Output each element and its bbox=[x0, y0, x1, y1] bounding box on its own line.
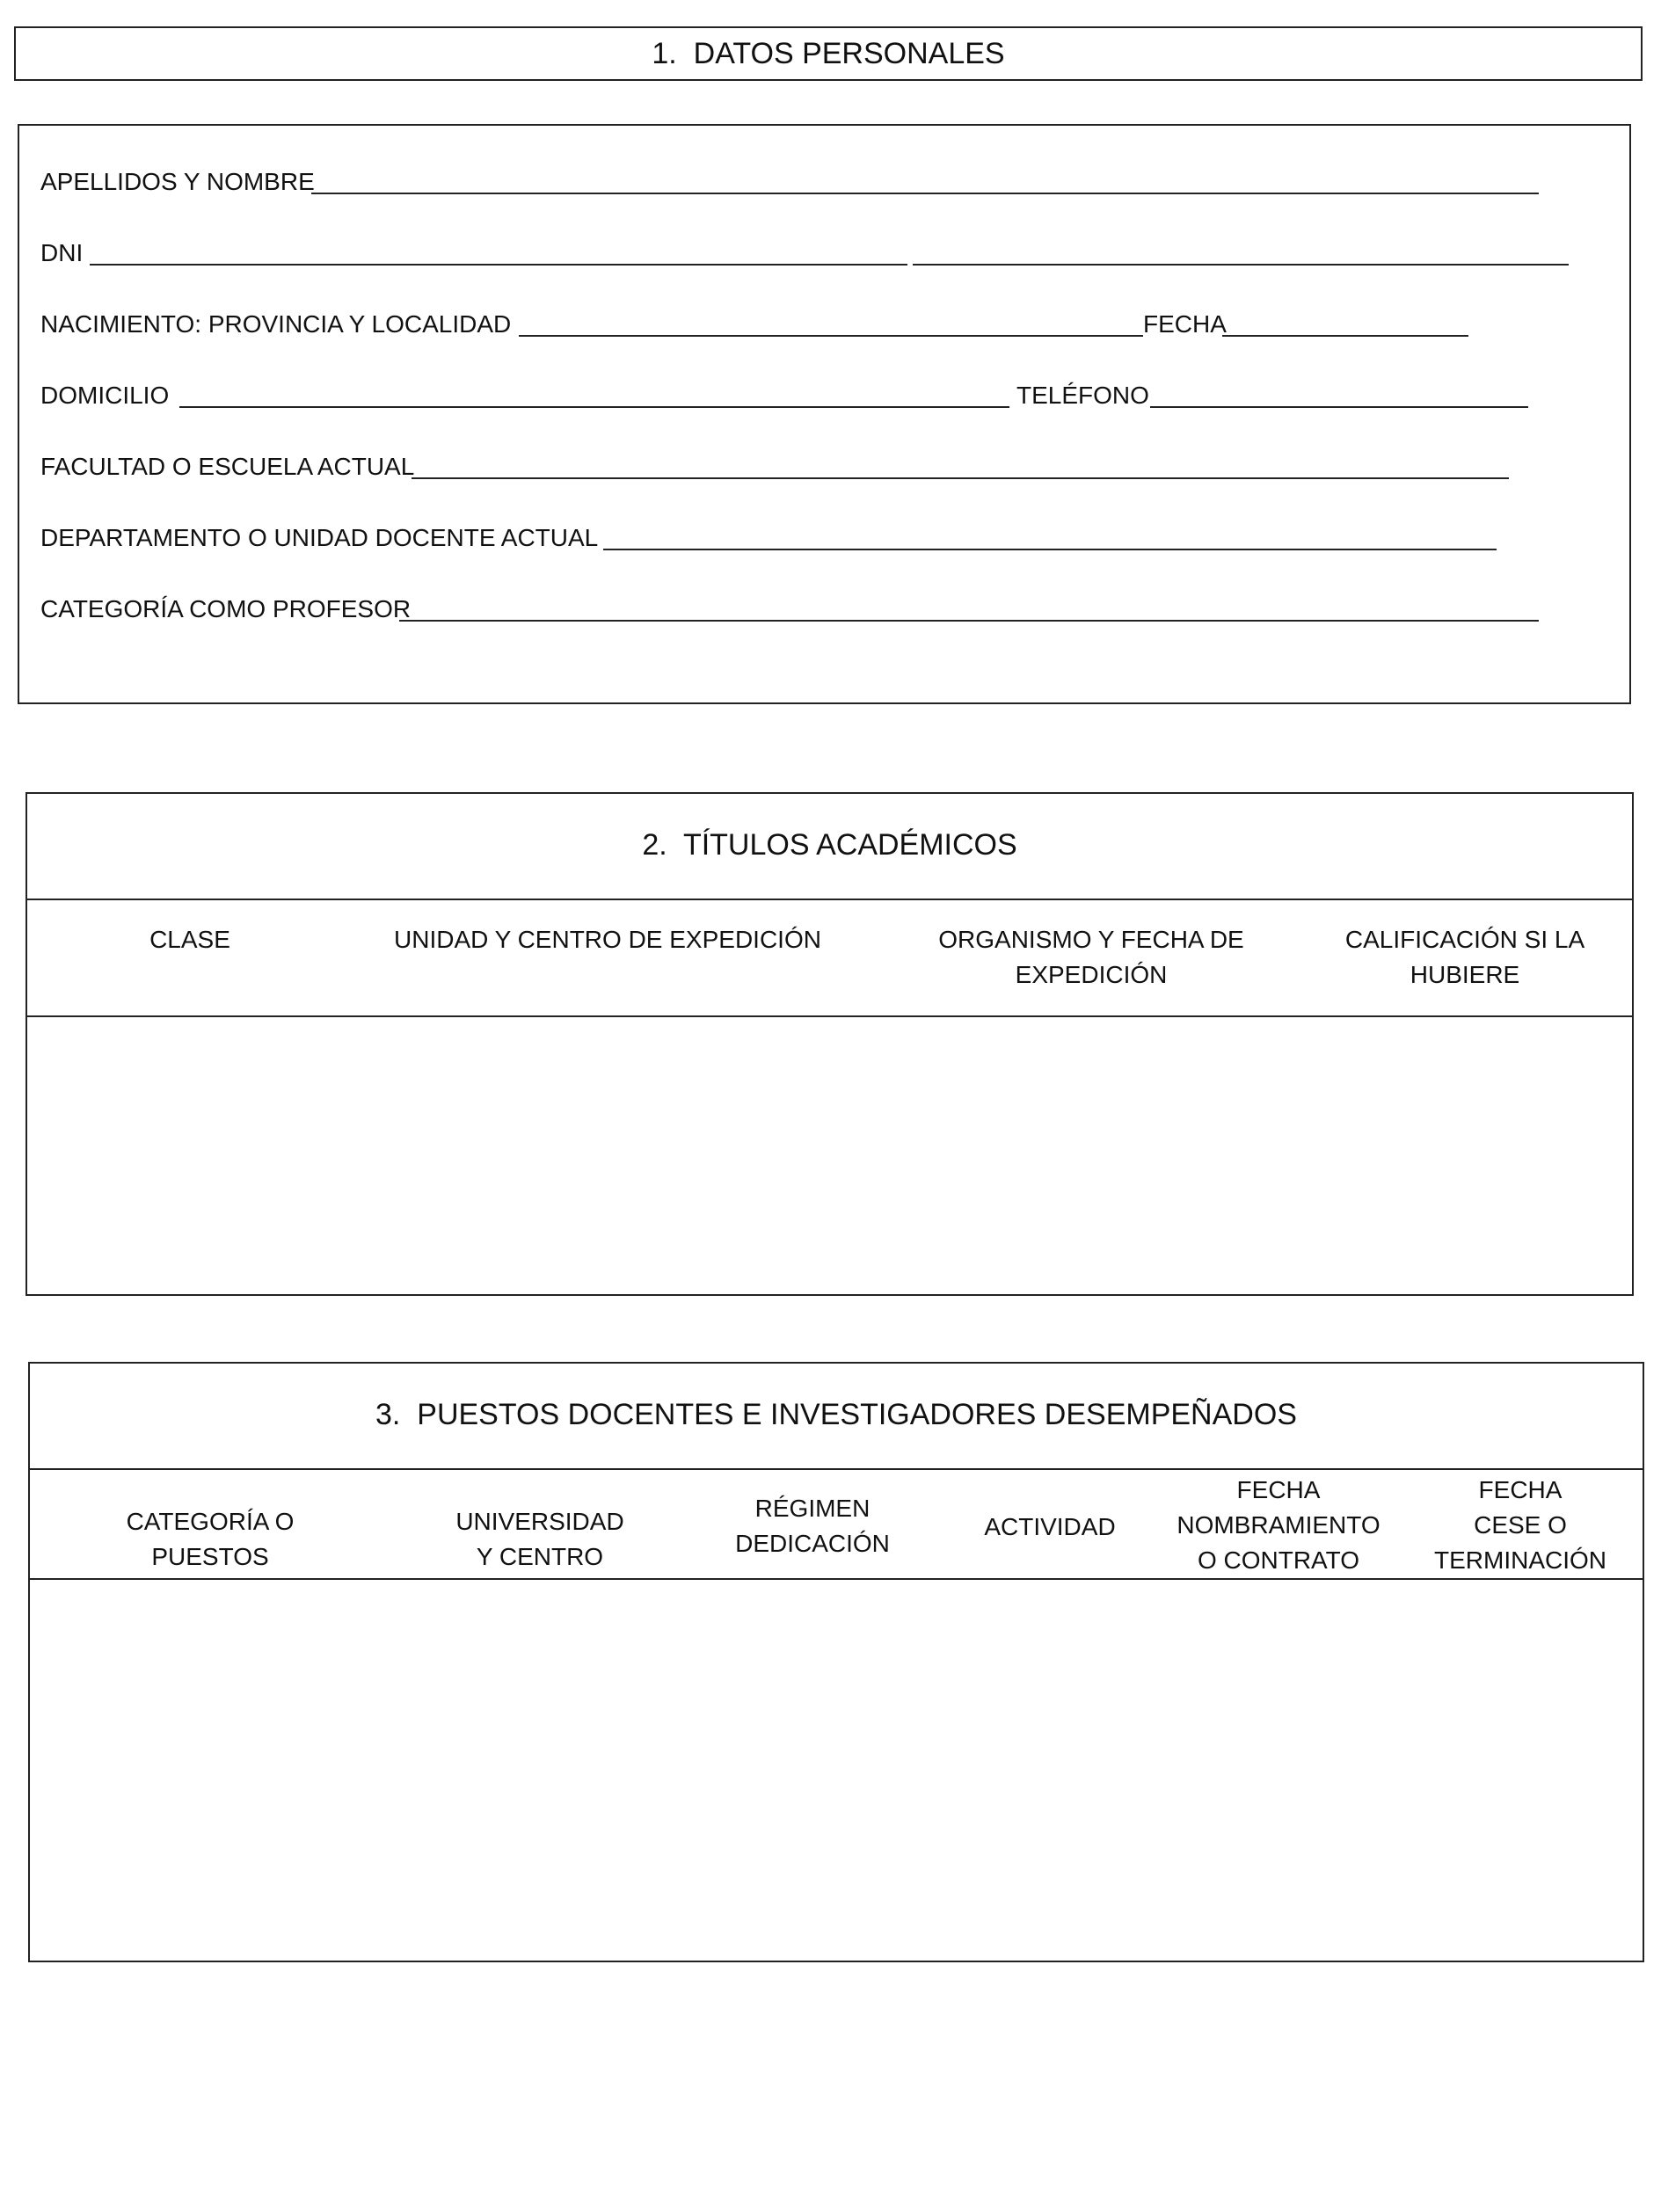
domicilio-input-line[interactable] bbox=[179, 406, 1009, 408]
section3-col-regimen: RÉGIMEN DEDICACIÓN bbox=[735, 1495, 890, 1557]
label-apellidos: APELLIDOS Y NOMBRE bbox=[40, 168, 315, 195]
categoria-input-line[interactable] bbox=[399, 620, 1539, 622]
field-departamento bbox=[19, 523, 1629, 553]
section1-title-box bbox=[14, 26, 1643, 81]
section1-title: 1. DATOS PERSONALES bbox=[652, 37, 1005, 70]
section2-entry-area[interactable] bbox=[27, 1017, 1632, 1294]
section2-title: 2. TÍTULOS ACADÉMICOS bbox=[642, 828, 1017, 862]
section3-col-universidad: UNIVERSIDAD Y CENTRO bbox=[455, 1508, 624, 1570]
section2-col-calificacion: CALIFICACIÓN SI LA HUBIERE bbox=[1344, 926, 1585, 988]
label-categoria: CATEGORÍA COMO PROFESOR bbox=[40, 595, 412, 622]
telefono-input-line[interactable] bbox=[1150, 406, 1528, 408]
label-dni: DNI bbox=[40, 239, 84, 266]
apellidos-input-line[interactable] bbox=[311, 193, 1539, 194]
section2-col-unidad: UNIDAD Y CENTRO DE EXPEDICIÓN bbox=[394, 926, 821, 953]
nacimiento-input-line[interactable] bbox=[519, 335, 1143, 337]
field-nacimiento bbox=[19, 309, 1629, 339]
personal-data-box bbox=[18, 124, 1631, 704]
section3-table bbox=[28, 1362, 1644, 1962]
field-domicilio bbox=[19, 381, 1629, 411]
section3-col-categoria: CATEGORÍA O PUESTOS bbox=[126, 1508, 295, 1570]
section3-header-divider bbox=[30, 1468, 1643, 1470]
label-nacimiento: NACIMIENTO: PROVINCIA Y LOCALIDAD bbox=[40, 310, 512, 338]
section2-table bbox=[25, 792, 1634, 1296]
dni-extra-input-line[interactable] bbox=[913, 264, 1569, 266]
section3-col-actividad: ACTIVIDAD bbox=[984, 1513, 1116, 1540]
label-telefono: TELÉFONO bbox=[1016, 382, 1149, 409]
field-categoria bbox=[19, 594, 1629, 624]
label-departamento: DEPARTAMENTO O UNIDAD DOCENTE ACTUAL bbox=[40, 524, 599, 551]
section2-col-clase: CLASE bbox=[149, 926, 230, 953]
section3-entry-area[interactable] bbox=[30, 1580, 1643, 1961]
dni-input-line[interactable] bbox=[90, 264, 907, 266]
field-facultad bbox=[19, 452, 1629, 482]
section3-title: 3. PUESTOS DOCENTES E INVESTIGADORES DESEMPEÑADOS bbox=[375, 1398, 1297, 1431]
facultad-input-line[interactable] bbox=[412, 477, 1509, 479]
label-fecha: FECHA bbox=[1143, 310, 1227, 338]
label-domicilio: DOMICILIO bbox=[40, 382, 170, 409]
section3-col-fecha-nombramiento: FECHA NOMBRAMIENTO O CONTRATO bbox=[1177, 1476, 1381, 1574]
departamento-input-line[interactable] bbox=[603, 549, 1497, 550]
field-apellidos bbox=[19, 167, 1629, 197]
field-dni bbox=[19, 238, 1629, 268]
label-facultad: FACULTAD O ESCUELA ACTUAL bbox=[40, 453, 415, 480]
section2-header-divider bbox=[27, 899, 1632, 900]
section3-col-fecha-cese: FECHA CESE O TERMINACIÓN bbox=[1434, 1476, 1606, 1574]
fecha-input-line[interactable] bbox=[1222, 335, 1468, 337]
section2-col-organismo: ORGANISMO Y FECHA DE EXPEDICIÓN bbox=[938, 926, 1244, 988]
